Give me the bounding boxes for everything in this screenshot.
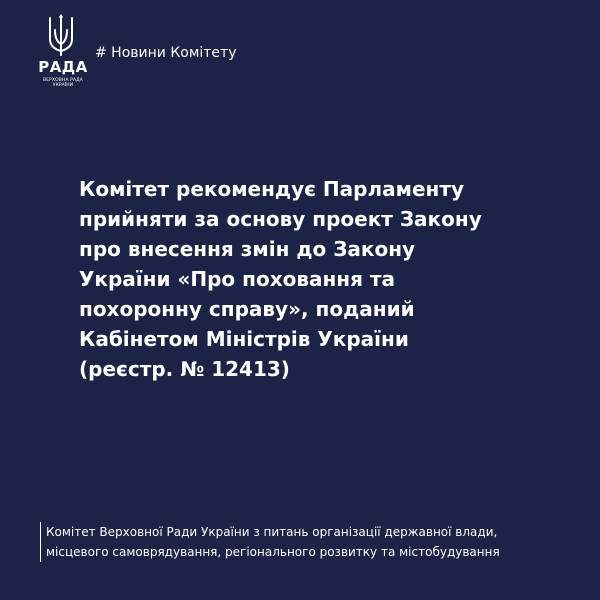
headline-line: прийняти за основу проект Закону [79,207,482,231]
footer-line: місцевого самоврядування, регіонального розвитку та містобудування [46,545,500,559]
headline-line: України «Про поховання та [79,267,396,291]
headline-line: (реєстр. № 12413) [79,357,290,381]
trident-icon [47,14,75,56]
headline-line: про внесення змін до Закону [79,237,416,261]
logo-subtitle-line-2: УКРАЇНИ [52,83,74,88]
hashtag-label: # Новини Комітету [95,45,237,61]
headline [79,174,579,384]
rada-logo [36,14,90,96]
headline-line: похоронну справу», поданий [79,297,415,321]
committee-footer [40,522,591,562]
headline-line: Комітет рекомендує Парламенту [79,177,464,201]
headline-line: Кабінетом Міністрів України [79,327,409,351]
logo-subtitle-line-1: ВЕРХОВНА РАДА [43,78,83,83]
footer-line: Комітет Верховної Ради України з питань організації державної влади, [46,525,498,539]
logo-wordmark: РАДА [38,58,88,76]
